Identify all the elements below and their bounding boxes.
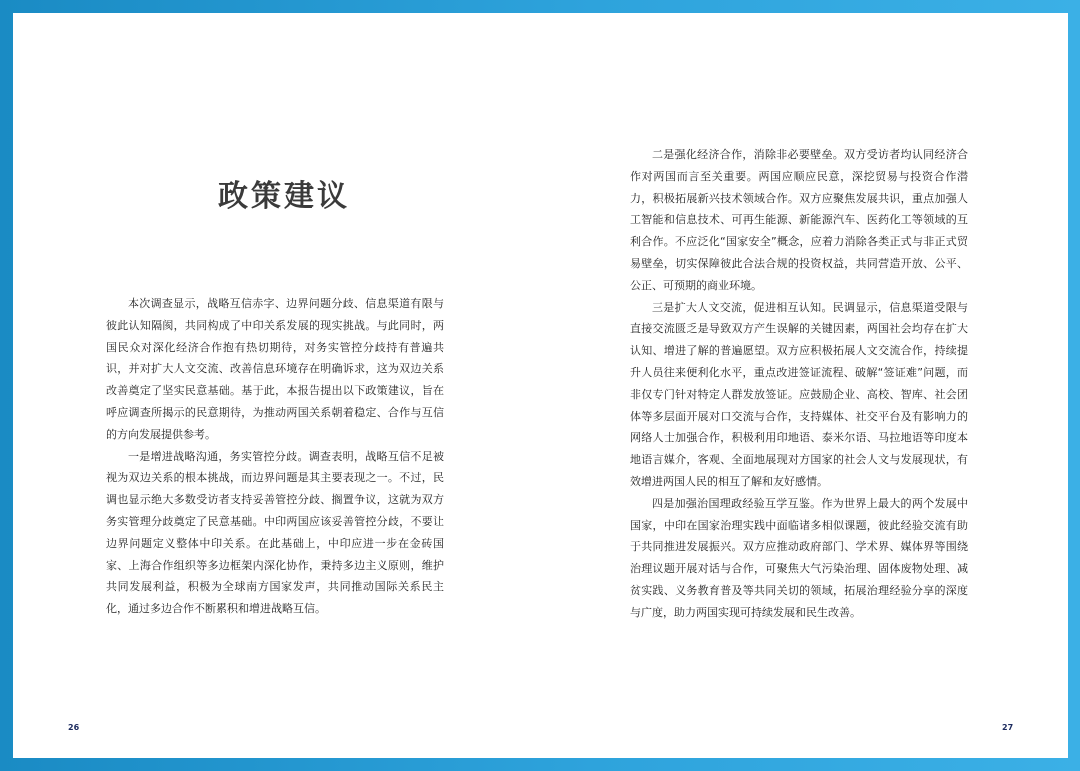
document-spread: [13, 13, 1068, 758]
page-number: 26: [68, 723, 80, 732]
page-number: 27: [1002, 723, 1014, 732]
right-page: [541, 13, 1068, 758]
paragraph: 三是扩大人文交流，促进相互认知。民调显示，信息渠道受限与直接交流匮乏是导致双方产生误解的关键因素，两国社会均存在扩大认知、增进了解的普遍愿望。双方应积极拓展人文交流合作，持续提升人员往来便利化水平，重点改进签证流程、破解“签证难”问题，而非仅专门针对特定人群发放签证。应鼓励企业、高校、智库、社会团体等多层面开展对口交流与合作，支持媒体、社交平台及有影响力的网络人士加强合作，积极利用印地语、泰米尔语、马拉地语等印度本地语言媒介，客观、全面地展现对方国家的社会人文与发展现状，有效增进两国人民的相互了解和友好感情。: [630, 300, 968, 488]
left-page: [13, 13, 541, 758]
left-body-text: [106, 293, 444, 620]
paragraph: 二是强化经济合作，消除非必要壁垒。双方受访者均认同经济合作对两国而言至关重要。两国应顺应民意，深挖贸易与投资合作潜力，积极拓展新兴技术领域合作。双方应聚焦发展共识，重点加强人工智能和信息技术、可再生能源、新能源汽车、医药化工等领域的互利合作。不应泛化“国家安全”概念，应着力消除各类正式与非正式贸易壁垒，切实保障彼此合法合规的投资权益，共同营造开放、公平、公正、可预期的商业环境。: [630, 148, 968, 292]
paragraph: 四是加强治国理政经验互学互鉴。作为世界上最大的两个发展中国家，中印在国家治理实践中面临诸多相似课题，彼此经验交流有助于共同推进发展振兴。双方应推动政府部门、学术界、媒体界等围绕治理议题开展对话与合作，可聚焦大气污染治理、固体废物处理、减贫实践、义务教育普及等共同关切的领域，拓展治理经验分享的深度与广度，助力两国实现可持续发展和民生改善。: [630, 496, 968, 619]
right-body-text: [630, 144, 968, 624]
section-title: 政策建议: [218, 179, 350, 214]
paragraph: 一是增进战略沟通，务实管控分歧。调查表明，战略互信不足被视为双边关系的根本挑战，而边界问题是其主要表现之一。不过，民调也显示绝大多数受访者支持妥善管控分歧、搁置争议，这就为双方务实管理分歧奠定了民意基础。中印两国应该妥善管控分歧，不要让边界问题定义整体中印关系。在此基础上，中印应进一步在金砖国家、上海合作组织等多边框架内深化协作，秉持多边主义原则，维护共同发展利益，积极为全球南方国家发声，共同推动国际关系民主化，通过多边合作不断累积和增进战略互信。: [106, 449, 444, 616]
paragraph: 本次调查显示，战略互信赤字、边界问题分歧、信息渠道有限与彼此认知隔阂，共同构成了中印关系发展的现实挑战。与此同时，两国民众对深化经济合作抱有热切期待，对务实管控分歧持有普遍共识，并对扩大人文交流、改善信息环境存在明确诉求，这为双边关系改善奠定了坚实民意基础。基于此，本报告提出以下政策建议，旨在呼应调查所揭示的民意期待，为推动两国关系朝着稳定、合作与互信的方向发展提供参考。: [106, 297, 444, 441]
